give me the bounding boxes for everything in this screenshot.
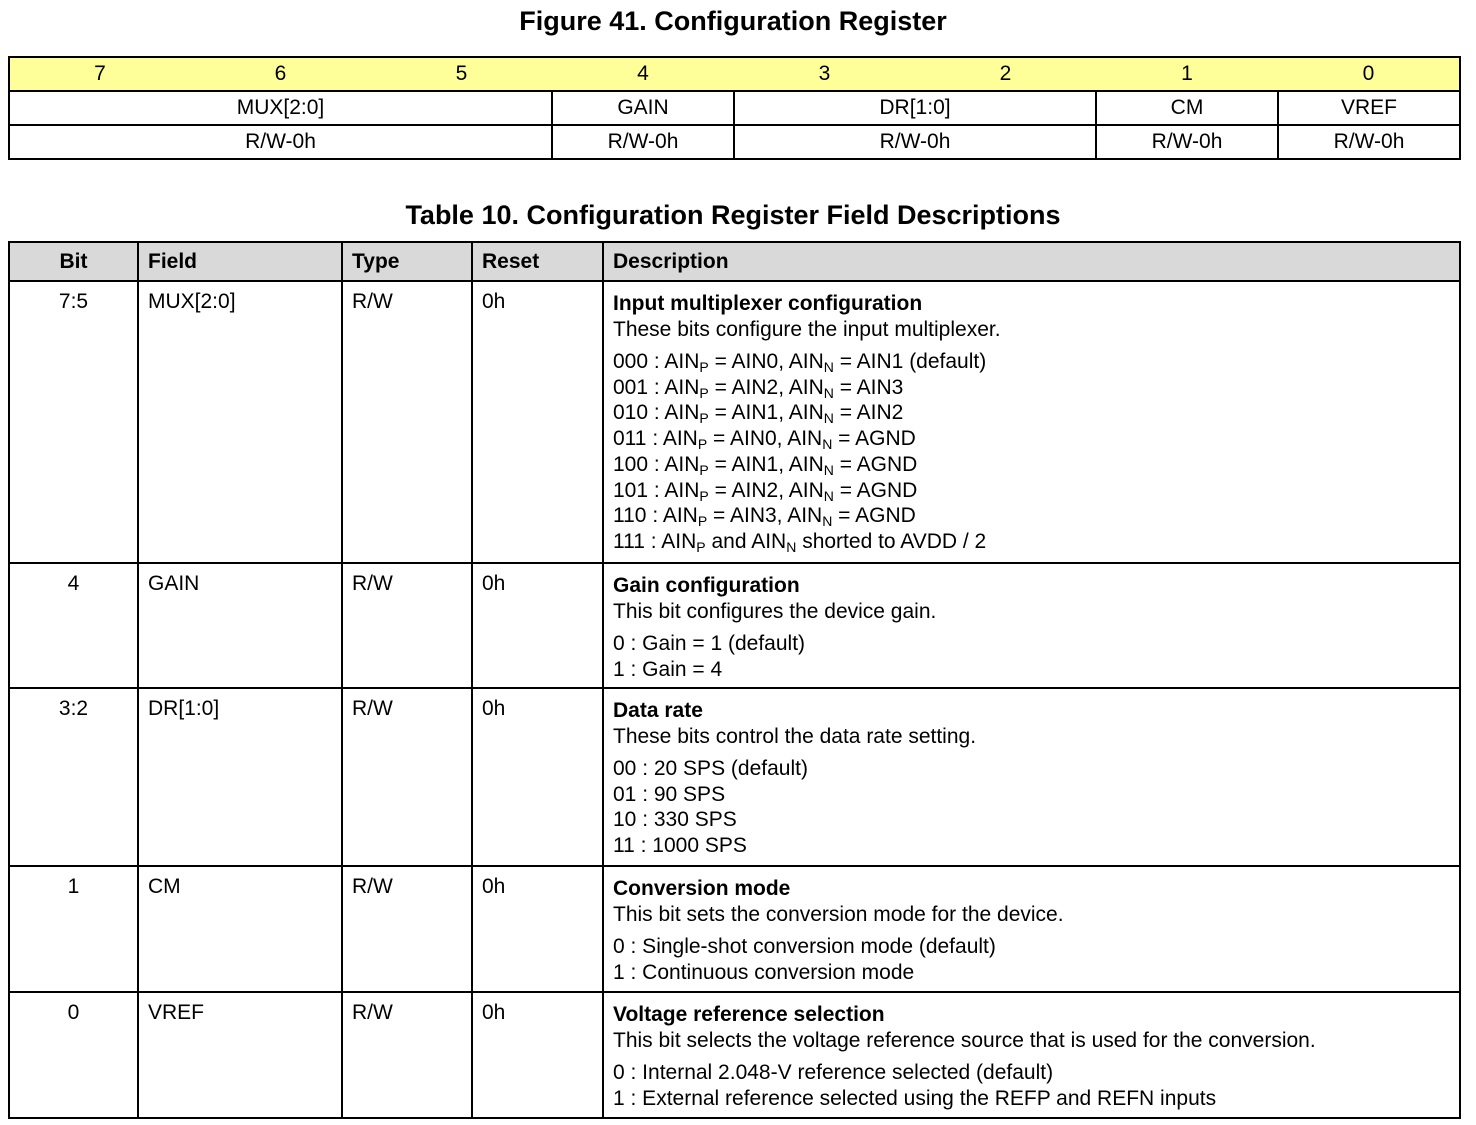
description-text: These bits control the data rate setting. bbox=[613, 725, 977, 748]
option-positive: AIN2 bbox=[731, 478, 779, 502]
subscript: N bbox=[822, 513, 833, 530]
option-line: 00 : 20 SPS (default) bbox=[613, 757, 808, 780]
field-dr: DR[1:0] bbox=[734, 91, 1096, 125]
option-line: 1 : Gain = 4 bbox=[613, 657, 723, 681]
subscript: P bbox=[696, 538, 706, 555]
option-code: 000 bbox=[613, 350, 649, 373]
ain-label: AIN bbox=[664, 375, 700, 399]
option-negative: AIN2 bbox=[856, 401, 904, 425]
ain-label: AIN bbox=[751, 529, 787, 553]
option-positive: AIN2 bbox=[731, 375, 779, 399]
description-title: Input multiplexer configuration bbox=[613, 292, 923, 315]
cell-reset: 0h bbox=[472, 992, 603, 1118]
option-negative: AGND bbox=[856, 478, 918, 502]
description-title: Gain configuration bbox=[613, 574, 800, 597]
option-code: 011 bbox=[613, 427, 647, 451]
option-line: 11 : 1000 SPS bbox=[613, 834, 747, 858]
option-negative: AIN3 bbox=[856, 375, 904, 399]
option-tail: shorted to AVDD / 2 bbox=[802, 529, 987, 553]
header-row bbox=[9, 242, 1460, 281]
subscript: N bbox=[823, 461, 834, 478]
subscript: P bbox=[699, 359, 709, 375]
ain-label: AIN bbox=[788, 375, 824, 399]
bit-number: 7 bbox=[9, 57, 190, 91]
ain-label: AIN bbox=[788, 350, 824, 373]
option-code: 111 bbox=[613, 529, 645, 553]
ain-label: AIN bbox=[664, 401, 700, 425]
option-positive: AIN0 bbox=[729, 427, 777, 451]
option-line: 1 : Continuous conversion mode bbox=[613, 960, 915, 984]
cell-type: R/W bbox=[342, 992, 472, 1118]
cell-field: CM bbox=[138, 866, 342, 992]
table-row bbox=[9, 281, 1460, 563]
option-positive: AIN1 bbox=[731, 401, 779, 425]
reset-row bbox=[9, 125, 1460, 159]
cell-type: R/W bbox=[342, 281, 472, 563]
bit-number: 5 bbox=[371, 57, 552, 91]
cell-description bbox=[603, 688, 1460, 866]
field-description-table bbox=[8, 241, 1461, 1119]
cell-type: R/W bbox=[342, 866, 472, 992]
bit-number-row bbox=[9, 57, 1460, 91]
bit-number: 4 bbox=[552, 57, 734, 91]
table-row bbox=[9, 866, 1460, 992]
option-line: 000 : $AIN_P = AIN0$, $AIN_N = AIN1$ (default) bbox=[613, 350, 987, 375]
description-text: This bit sets the conversion mode for the device. bbox=[613, 903, 1064, 926]
option-positive: AIN1 bbox=[731, 452, 779, 476]
description-text: This bit configures the device gain. bbox=[613, 600, 937, 623]
field-vref: VREF bbox=[1278, 91, 1460, 125]
cell-field: VREF bbox=[138, 992, 342, 1118]
header-field: Field bbox=[138, 242, 342, 281]
option-line: 100 : $AIN_P = AIN1$, $AIN_N$ = AGND bbox=[613, 452, 918, 478]
field-mux: MUX[2:0] bbox=[9, 91, 552, 125]
ain-label: AIN bbox=[662, 504, 698, 528]
reset-gain: R/W-0h bbox=[552, 125, 734, 159]
cell-bit: 7:5 bbox=[9, 281, 138, 563]
subscript: P bbox=[699, 410, 709, 427]
ain-label: AIN bbox=[661, 529, 697, 553]
option-negative: AGND bbox=[855, 427, 916, 451]
bit-number: 0 bbox=[1278, 57, 1460, 91]
subscript: P bbox=[697, 436, 708, 453]
option-positive: AIN3 bbox=[729, 504, 777, 528]
table-row bbox=[9, 563, 1460, 688]
bit-number: 2 bbox=[915, 57, 1096, 91]
option-negative: AGND bbox=[856, 452, 918, 476]
ain-label: AIN bbox=[662, 427, 698, 451]
cell-description bbox=[603, 866, 1460, 992]
cell-bit: 1 bbox=[9, 866, 138, 992]
cell-bit: 4 bbox=[9, 563, 138, 688]
cell-bit: 0 bbox=[9, 992, 138, 1118]
mux-option-list bbox=[613, 349, 1450, 555]
field-gain: GAIN bbox=[552, 91, 734, 125]
bit-number: 6 bbox=[190, 57, 371, 91]
table-row bbox=[9, 688, 1460, 866]
reset-vref: R/W-0h bbox=[1278, 125, 1460, 159]
register-bitfield-table bbox=[8, 56, 1461, 160]
option-code: 001 bbox=[613, 375, 649, 399]
description-title: Data rate bbox=[613, 699, 703, 722]
subscript: N bbox=[786, 538, 797, 555]
cell-reset: 0h bbox=[472, 866, 603, 992]
option-line: 110 : $AIN_P = AIN3$, $AIN_N$ = AGND bbox=[613, 504, 916, 530]
field-name-row bbox=[9, 91, 1460, 125]
cell-reset: 0h bbox=[472, 688, 603, 866]
option-line: 0 : Gain = 1 (default) bbox=[613, 632, 806, 655]
option-line: 0 : Internal 2.048-V reference selected (default) bbox=[613, 1061, 1054, 1084]
option-code: 110 bbox=[613, 504, 647, 528]
header-reset: Reset bbox=[472, 242, 603, 281]
option-line: 10 : 330 SPS bbox=[613, 808, 737, 832]
ain-label: AIN bbox=[664, 350, 700, 373]
bit-number: 3 bbox=[734, 57, 915, 91]
cell-reset: 0h bbox=[472, 563, 603, 688]
table-row bbox=[9, 992, 1460, 1118]
option-positive: AIN0 bbox=[731, 350, 779, 373]
subscript: N bbox=[823, 410, 834, 427]
ain-label: AIN bbox=[664, 478, 700, 502]
ain-label: AIN bbox=[664, 452, 700, 476]
option-negative: AGND bbox=[855, 504, 916, 528]
ain-label: AIN bbox=[788, 478, 824, 502]
reset-dr: R/W-0h bbox=[734, 125, 1096, 159]
bit-number: 1 bbox=[1096, 57, 1278, 91]
cell-type: R/W bbox=[342, 563, 472, 688]
option-line: 111 : $AIN_P$ and $AIN_N$ shorted to AVDD / 2 bbox=[613, 529, 987, 555]
cell-type: R/W bbox=[342, 688, 472, 866]
option-code: 100 bbox=[613, 452, 649, 476]
option-line: 1 : External reference selected using the REFP and REFN inputs bbox=[613, 1086, 1217, 1110]
table-title: Table 10. Configuration Register Field Descriptions bbox=[405, 200, 1061, 230]
ain-label: AIN bbox=[788, 452, 824, 476]
option-line: 0 : Single-shot conversion mode (default) bbox=[613, 935, 996, 958]
header-description: Description bbox=[603, 242, 1460, 281]
description-title: Conversion mode bbox=[613, 877, 791, 900]
cell-description bbox=[603, 563, 1460, 688]
description-title: Voltage reference selection bbox=[613, 1003, 885, 1026]
option-code: 010 bbox=[613, 401, 649, 425]
subscript: N bbox=[823, 359, 834, 375]
cell-description bbox=[603, 992, 1460, 1118]
option-and: and bbox=[711, 529, 747, 553]
reset-mux: R/W-0h bbox=[9, 125, 552, 159]
option-code: 101 bbox=[613, 478, 649, 502]
cell-bit: 3:2 bbox=[9, 688, 138, 866]
ain-label: AIN bbox=[787, 504, 823, 528]
cell-field: MUX[2:0] bbox=[138, 281, 342, 563]
header-bit: Bit bbox=[9, 242, 138, 281]
subscript: P bbox=[697, 513, 708, 530]
cell-field: GAIN bbox=[138, 563, 342, 688]
option-line: 010 : $AIN_P = AIN1$, $AIN_N = AIN2$ bbox=[613, 401, 904, 427]
subscript: N bbox=[823, 384, 834, 401]
subscript: N bbox=[822, 436, 833, 453]
ain-label: AIN bbox=[787, 427, 823, 451]
description-text: This bit selects the voltage reference source that is used for the conversion. bbox=[613, 1029, 1316, 1052]
field-cm: CM bbox=[1096, 91, 1278, 125]
figure-title: Figure 41. Configuration Register bbox=[519, 6, 947, 36]
option-line: 011 : $AIN_P = AIN0$, $AIN_N$ = AGND bbox=[613, 427, 916, 453]
cell-field: DR[1:0] bbox=[138, 688, 342, 866]
cell-reset: 0h bbox=[472, 281, 603, 563]
cell-description bbox=[603, 281, 1460, 563]
header-type: Type bbox=[342, 242, 472, 281]
subscript: N bbox=[823, 487, 834, 504]
option-negative: AIN1 (default) bbox=[856, 350, 987, 373]
option-line: 101 : $AIN_P = AIN2$, $AIN_N$ = AGND bbox=[613, 478, 918, 504]
option-line: 01 : 90 SPS bbox=[613, 782, 726, 806]
subscript: P bbox=[699, 461, 709, 478]
subscript: P bbox=[699, 384, 709, 401]
ain-label: AIN bbox=[788, 401, 824, 425]
description-text: These bits configure the input multiplexer. bbox=[613, 318, 1001, 341]
reset-cm: R/W-0h bbox=[1096, 125, 1278, 159]
option-line: 001 : $AIN_P = AIN2$, $AIN_N = AIN3$ bbox=[613, 375, 904, 401]
subscript: P bbox=[699, 487, 709, 504]
